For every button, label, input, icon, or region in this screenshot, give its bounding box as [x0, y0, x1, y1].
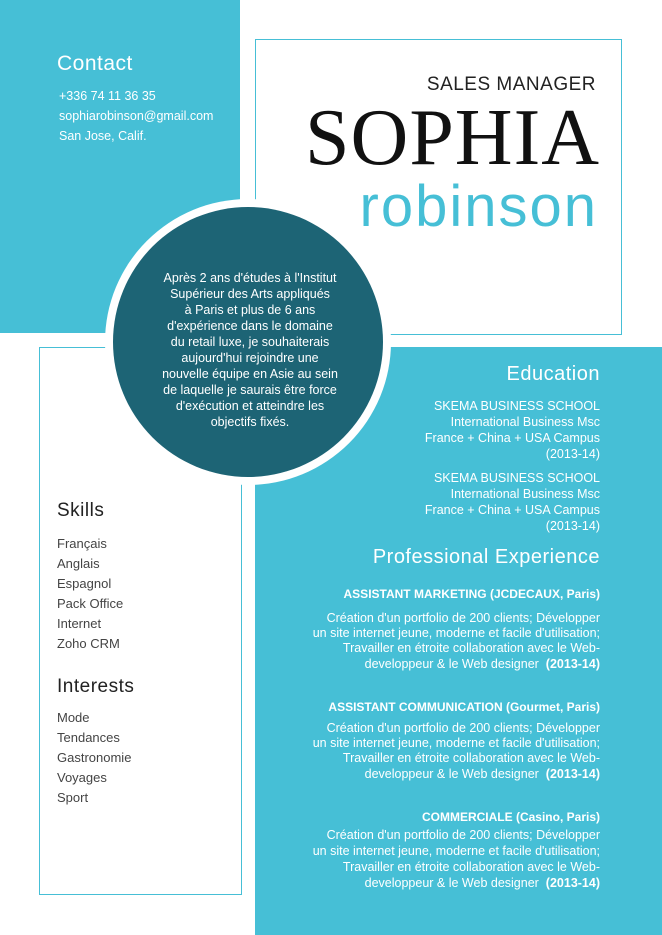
skills-heading: Skills [57, 500, 105, 521]
interests-list [57, 708, 131, 808]
education-campus: France + China + USA Campus [424, 503, 600, 517]
job-heading: ASSISTANT MARKETING (JCDECAUX, Paris) [343, 587, 600, 601]
interests-heading: Interests [57, 676, 135, 697]
education-years: (2013-14) [545, 447, 600, 461]
job-description-line: Création d'un portfolio de 200 clients; Développer [326, 721, 600, 735]
summary-line: Supérieur des Arts appliqués [170, 287, 330, 301]
contact-phone: +336 74 11 36 35 [59, 89, 156, 103]
job-heading: COMMERCIALE (Casino, Paris) [421, 810, 600, 824]
education-heading: Education [506, 363, 600, 385]
job-description-line: un site internet jeune, moderne et facile d'utilisation; [312, 736, 600, 750]
education-years: (2013-14) [545, 519, 600, 533]
interest-item: Mode [57, 710, 90, 725]
summary-line: nouvelle équipe en Asie au sein [162, 367, 338, 381]
summary-line: de laquelle je saurais être force [163, 383, 337, 397]
education-campus: France + China + USA Campus [424, 431, 600, 445]
education-school: SKEMA BUSINESS SCHOOL [433, 471, 600, 485]
last-name: robinson [359, 174, 598, 239]
job-title: SALES MANAGER [426, 74, 596, 95]
skill-item: Français [57, 536, 107, 551]
job-years: (2013-14) [545, 657, 600, 671]
summary-line: objectifs fixés. [210, 415, 290, 429]
job-description-line: developpeur & le Web designer [364, 767, 539, 781]
job-description-line: developpeur & le Web designer [364, 657, 539, 671]
summary-line: Après 2 ans d'études à l'Institut [163, 271, 337, 285]
summary-line: d'exécution et atteindre les [175, 399, 325, 413]
job-heading: ASSISTANT COMMUNICATION (Gourmet, Paris) [328, 700, 600, 714]
skill-item: Zoho CRM [57, 636, 120, 651]
job-years: (2013-14) [545, 876, 600, 890]
interest-item: Voyages [57, 770, 107, 785]
experience-heading: Professional Experience [372, 546, 600, 568]
job-description-line-last [365, 657, 600, 673]
job-description-line: un site internet jeune, moderne et facile d'utilisation; [312, 844, 600, 858]
summary-line: à Paris et plus de 6 ans [184, 303, 316, 317]
skill-item: Pack Office [57, 596, 124, 611]
contact-email: sophiarobinson@gmail.com [59, 109, 214, 123]
job-description-line: Travailler en étroite collaboration avec le Web- [342, 641, 600, 655]
job-description-line: un site internet jeune, moderne et facile d'utilisation; [312, 626, 600, 640]
job-description-line: developpeur & le Web designer [364, 876, 539, 890]
skills-list [57, 534, 123, 654]
interest-item: Tendances [57, 730, 120, 745]
skill-item: Anglais [57, 556, 100, 571]
skill-item: Espagnol [57, 576, 112, 591]
summary-line: aujourd'hui rejoindre une [181, 351, 319, 365]
job-description-line: Travailler en étroite collaboration avec le Web- [342, 860, 600, 874]
job-description-line-last [365, 767, 600, 783]
summary-line: du retail luxe, je souhaiterais [170, 335, 330, 349]
interest-item: Sport [57, 790, 89, 805]
contact-location: San Jose, Calif. [59, 129, 147, 143]
first-name: SOPHIA [305, 94, 600, 182]
summary-text [146, 270, 354, 430]
education-school: SKEMA BUSINESS SCHOOL [433, 399, 600, 413]
skill-item: Internet [57, 616, 102, 631]
job-description-line: Création d'un portfolio de 200 clients; Développer [326, 611, 600, 625]
job-years: (2013-14) [545, 767, 600, 781]
interest-item: Gastronomie [57, 750, 132, 765]
job-description-line-last [365, 876, 600, 892]
summary-line: d'expérience dans le domaine [167, 319, 333, 333]
job-description-line: Travailler en étroite collaboration avec le Web- [342, 751, 600, 765]
contact-heading: Contact [57, 52, 133, 75]
job-description-line: Création d'un portfolio de 200 clients; Développer [326, 828, 600, 842]
education-degree: International Business Msc [450, 415, 600, 429]
education-degree: International Business Msc [450, 487, 600, 501]
